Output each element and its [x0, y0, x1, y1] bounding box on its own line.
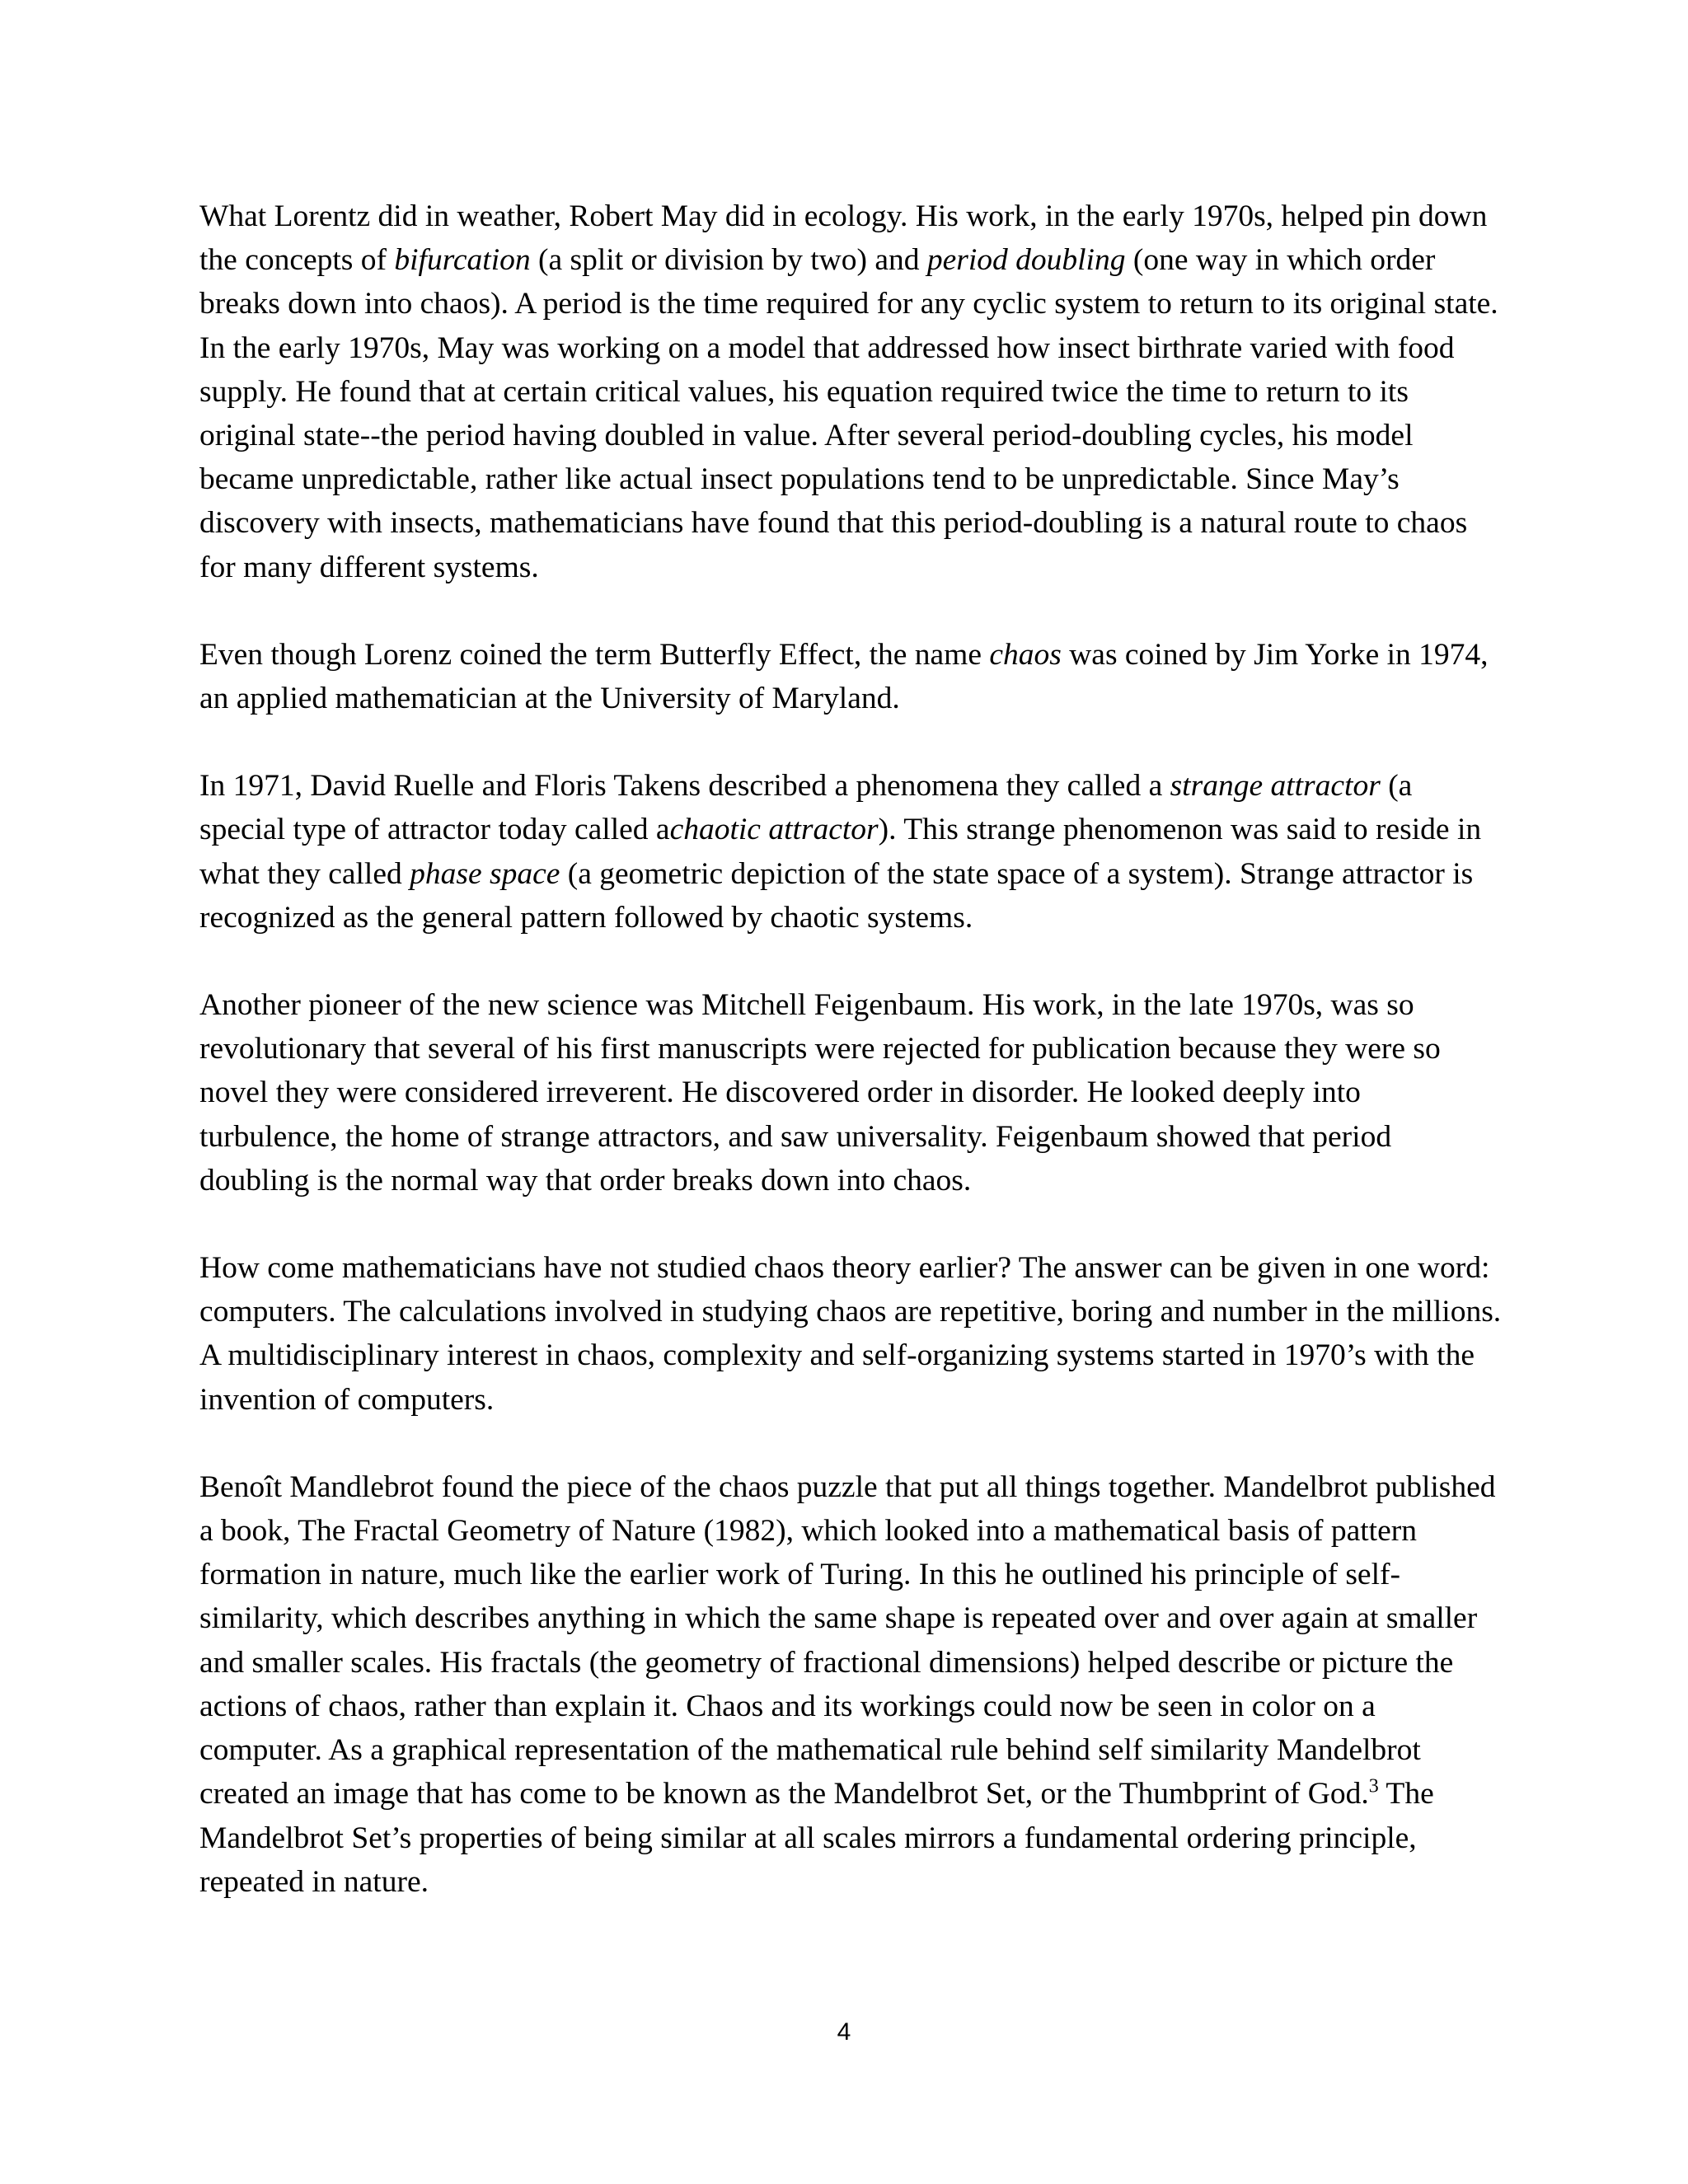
text-segment: Another pioneer of the new science was Mitchell Feigenbaum. His work, in the late 1970s, was so revolutionary that several of his first manuscripts were rejected for publication because they were so novel they were considered irreverent. He discovered order in disorder. He looked deeply into turbulence, the home of strange attractors, and saw universality. Feigenbaum showed that period doubling is the normal way that order breaks down into chaos.	[199, 988, 1441, 1197]
paragraph-jim-yorke	[199, 633, 1502, 720]
footnote-reference[interactable]: 3	[1368, 1775, 1379, 1797]
text-segment: (a special type of attractor today called a	[199, 769, 1413, 847]
text-segment: In 1971, David Ruelle and Floris Takens described a phenomena they called a	[199, 769, 1170, 804]
italic-term-bifurcation: bifurcation	[394, 243, 531, 278]
text-segment: What Lorentz did in weather, Robert May did in ecology. His work, in the early 1970s, helped pin down the concepts of	[199, 199, 1488, 278]
italic-term-period-doubling: period doubling	[926, 243, 1126, 278]
text-segment: Benoît Mandlebrot found the piece of the chaos puzzle that put all things together. Mandelbrot published a book, The Fractal Geometry of Nature (1982), which looked into a mathematical basis of pattern formation in nature, much like the earlier work of Turing. In this he outlined his principle of self-similarity, which describes anything in which the same shape is repeated over and over again at smaller and smaller scales. His fractals (the geometry of fractional dimensions) helped describe or picture the actions of chaos, rather than explain it. Chaos and its workings could now be seen in color on a computer. As a graphical representation of the mathematical rule behind self similarity Mandelbrot created an image that has come to be known as the Mandelbrot Set, or the Thumbprint of God.	[199, 1469, 1496, 1811]
italic-term-chaos: chaos	[989, 637, 1062, 672]
paragraph-robert-may	[199, 194, 1502, 589]
text-segment: ). This strange phenomenon was said to reside in what they called	[199, 813, 1482, 891]
body-text	[199, 194, 1502, 1904]
italic-term-phase-space: phase space	[410, 856, 560, 891]
paragraph-strange-attractor	[199, 764, 1502, 940]
text-segment: (a split or division by two) and	[530, 243, 927, 278]
page-number: 4	[837, 2018, 851, 2046]
paragraph-mandelbrot	[199, 1465, 1502, 1904]
italic-term-chaotic-attractor: chaotic attractor	[669, 813, 879, 847]
paragraph-feigenbaum	[199, 983, 1502, 1202]
text-segment: (a geometric depiction of the state space of a system). Strange attractor is recognized as the general pattern followed by chaotic systems.	[199, 856, 1474, 935]
text-segment: (one way in which order breaks down into chaos). A period is the time required for any cyclic system to return to its original state. In the early 1970s, May was working on a model that addressed how insect birthrate varied with food supply. He found that at certain critical values, his equation required twice the time to return to its original state--the period having doubled in value. After several period-doubling cycles, his model became unpredictable, rather like actual insect populations tend to be unpredictable. Since May’s discovery with insects, mathematicians have found that this period-doubling is a natural route to chaos for many different systems.	[199, 243, 1498, 584]
text-segment: Even though Lorenz coined the term Butterfly Effect, the name	[199, 637, 990, 672]
italic-term-strange-attractor: strange attractor	[1170, 769, 1381, 804]
text-segment: was coined by Jim Yorke in 1974, an applied mathematician at the University of Maryland.	[199, 637, 1489, 716]
text-segment: The Mandelbrot Set’s properties of being similar at all scales mirrors a fundamental ordering principle, repeated in nature.	[199, 1777, 1434, 1899]
text-segment: How come mathematicians have not studied chaos theory earlier? The answer can be given in one word: computers. The calculations involved in studying chaos are repetitive, boring and number in the millions. A multidisciplinary interest in chaos, complexity and self-organizing systems started in 1970’s with the invention of computers.	[199, 1251, 1502, 1417]
paragraph-computers	[199, 1246, 1502, 1422]
